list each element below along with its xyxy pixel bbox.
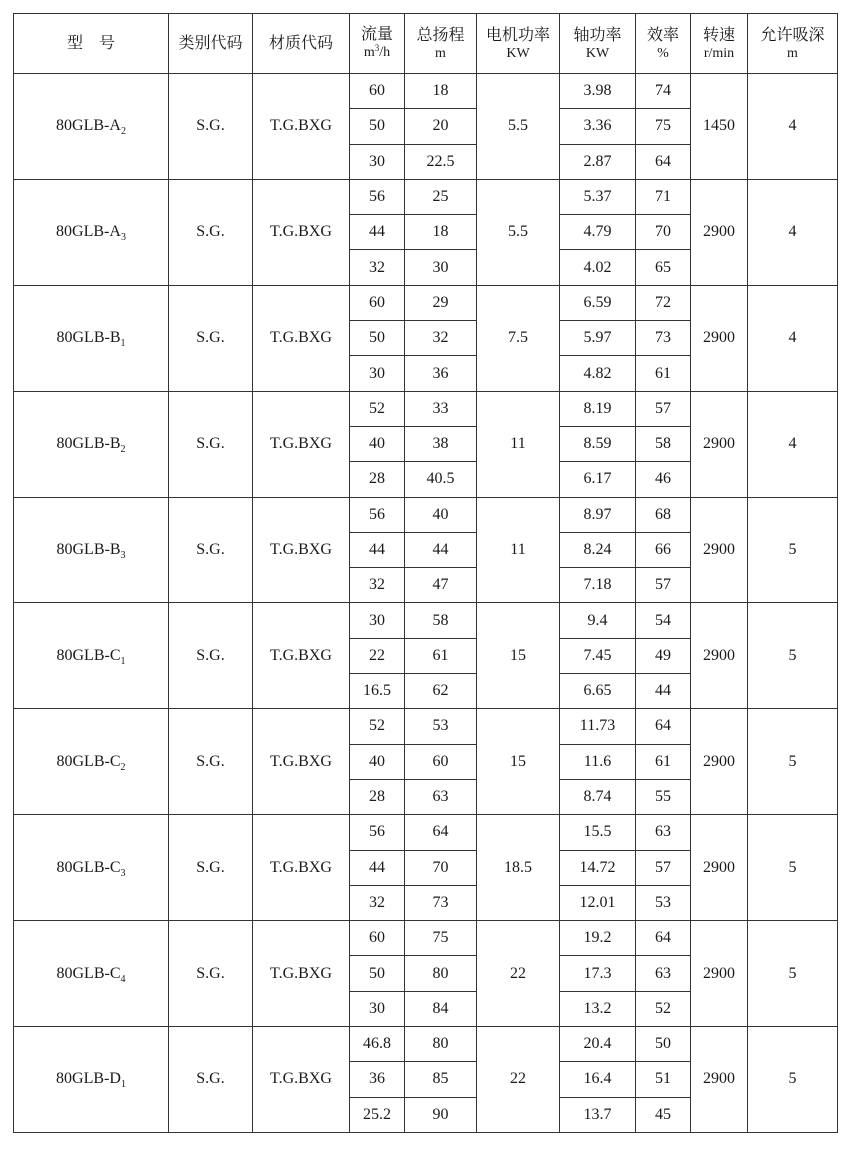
model-cell [14,391,169,497]
head-cell: 64 [405,815,477,850]
shaft-power-cell: 13.7 [560,1097,636,1132]
flow-cell: 56 [350,815,405,850]
shaft-power-cell: 8.74 [560,779,636,814]
header-shaft-power-label: 轴功率 [573,26,622,44]
head-cell: 22.5 [405,144,477,179]
shaft-power-cell: 8.97 [560,497,636,532]
efficiency-cell: 50 [636,1027,691,1062]
flow-cell: 56 [350,497,405,532]
efficiency-cell: 45 [636,1097,691,1132]
head-cell: 61 [405,638,477,673]
flow-cell: 32 [350,568,405,603]
flow-cell: 44 [350,215,405,250]
flow-cell: 60 [350,921,405,956]
motor-power-cell: 18.5 [477,815,560,921]
head-cell: 47 [405,568,477,603]
category-code-cell: S.G. [169,603,253,709]
speed-cell: 2900 [691,179,748,285]
table-row [14,921,838,956]
shaft-power-cell: 14.72 [560,850,636,885]
head-cell: 80 [405,956,477,991]
head-cell: 85 [405,1062,477,1097]
shaft-power-cell: 2.87 [560,144,636,179]
flow-cell: 22 [350,638,405,673]
motor-power-cell: 11 [477,391,560,497]
shaft-power-cell: 3.36 [560,109,636,144]
flow-cell: 46.8 [350,1027,405,1062]
shaft-power-cell: 13.2 [560,991,636,1026]
motor-power-cell: 5.5 [477,179,560,285]
table-row [14,815,838,850]
header-speed-unit: r/min [703,45,735,61]
material-code-cell: T.G.BXG [253,391,350,497]
header-flow-unit: $m^3/h$ [363,43,391,60]
suction-depth-cell: 5 [748,709,838,815]
shaft-power-cell: 5.37 [560,179,636,214]
efficiency-cell: 75 [636,109,691,144]
head-cell: 73 [405,885,477,920]
header-shaft-power [560,14,636,74]
efficiency-cell: 71 [636,179,691,214]
head-cell: 30 [405,250,477,285]
header-head-label: 总扬程 [416,26,465,44]
motor-power-cell: 5.5 [477,74,560,180]
flow-cell: 32 [350,250,405,285]
model-subscript: 1 [120,655,126,667]
efficiency-cell: 58 [636,426,691,461]
material-code-cell: T.G.BXG [253,285,350,391]
header-material-code: 材质代码 [253,14,350,74]
shaft-power-cell: 16.4 [560,1062,636,1097]
efficiency-cell: 72 [636,285,691,320]
material-code-cell: T.G.BXG [253,1027,350,1133]
efficiency-cell: 61 [636,744,691,779]
flow-cell: 36 [350,1062,405,1097]
model-cell [14,709,169,815]
header-flow-label: 流量 [360,26,393,43]
shaft-power-cell: 17.3 [560,956,636,991]
shaft-power-cell: 6.17 [560,462,636,497]
model-subscript: 1 [120,338,126,350]
head-cell: 84 [405,991,477,1026]
flow-cell: 52 [350,709,405,744]
head-cell: 75 [405,921,477,956]
suction-depth-cell: 4 [748,74,838,180]
category-code-cell: S.G. [169,815,253,921]
shaft-power-cell: 4.82 [560,356,636,391]
model-cell [14,1027,169,1133]
model-name: 80GLB-B [56,435,121,453]
category-code-cell: S.G. [169,179,253,285]
header-category-code: 类别代码 [169,14,253,74]
flow-cell: 28 [350,779,405,814]
header-shaft-power-unit: KW [585,45,610,61]
suction-depth-cell: 5 [748,815,838,921]
flow-cell: 30 [350,356,405,391]
model-name: 80GLB-B [56,329,121,347]
head-cell: 33 [405,391,477,426]
shaft-power-cell: 11.73 [560,709,636,744]
table-row [14,603,838,638]
speed-cell: 2900 [691,497,748,603]
model-cell [14,74,169,180]
header-speed [691,14,748,74]
flow-cell: 28 [350,462,405,497]
model-cell [14,179,169,285]
material-code-cell: T.G.BXG [253,179,350,285]
head-cell: 40 [405,497,477,532]
speed-cell: 2900 [691,709,748,815]
category-code-cell: S.G. [169,709,253,815]
motor-power-cell: 15 [477,603,560,709]
category-code-cell: S.G. [169,285,253,391]
header-flow [350,14,405,74]
model-name: 80GLB-C [56,646,121,664]
header-efficiency-unit: % [657,45,669,61]
model-name: 80GLB-C [56,964,121,982]
model-cell [14,921,169,1027]
efficiency-cell: 73 [636,321,691,356]
category-code-cell: S.G. [169,497,253,603]
flow-cell: 44 [350,532,405,567]
shaft-power-cell: 7.18 [560,568,636,603]
efficiency-cell: 70 [636,215,691,250]
flow-cell: 32 [350,885,405,920]
header-efficiency [636,14,691,74]
head-cell: 58 [405,603,477,638]
speed-cell: 2900 [691,285,748,391]
flow-cell: 30 [350,144,405,179]
head-cell: 25 [405,179,477,214]
head-cell: 70 [405,850,477,885]
head-cell: 18 [405,74,477,109]
table-body [14,74,838,1133]
table-row [14,74,838,109]
model-cell [14,497,169,603]
shaft-power-cell: 15.5 [560,815,636,850]
model-subscript: 3 [120,232,126,244]
efficiency-cell: 61 [636,356,691,391]
speed-cell: 2900 [691,921,748,1027]
shaft-power-cell: 19.2 [560,921,636,956]
head-cell: 18 [405,215,477,250]
model-subscript: 4 [120,973,126,985]
header-motor-power [477,14,560,74]
head-cell: 60 [405,744,477,779]
head-cell: 53 [405,709,477,744]
motor-power-cell: 15 [477,709,560,815]
shaft-power-cell: 8.59 [560,426,636,461]
head-cell: 40.5 [405,462,477,497]
model-name: 80GLB-A [56,117,121,135]
shaft-power-cell: 20.4 [560,1027,636,1062]
shaft-power-cell: 12.01 [560,885,636,920]
speed-cell: 2900 [691,1027,748,1133]
suction-depth-cell: 5 [748,1027,838,1133]
shaft-power-cell: 4.79 [560,215,636,250]
efficiency-cell: 65 [636,250,691,285]
flow-cell: 50 [350,109,405,144]
flow-cell: 16.5 [350,674,405,709]
model-subscript: 2 [120,126,126,138]
suction-depth-cell: 5 [748,603,838,709]
shaft-power-cell: 7.45 [560,638,636,673]
header-suction-depth-label: 允许吸深 [760,26,825,44]
motor-power-cell: 22 [477,1027,560,1133]
model-name: 80GLB-A [56,223,121,241]
head-cell: 44 [405,532,477,567]
flow-cell: 50 [350,321,405,356]
shaft-power-cell: 11.6 [560,744,636,779]
efficiency-cell: 64 [636,921,691,956]
efficiency-cell: 66 [636,532,691,567]
model-subscript: 2 [120,761,126,773]
category-code-cell: S.G. [169,1027,253,1133]
table-row [14,179,838,214]
head-cell: 90 [405,1097,477,1132]
efficiency-cell: 49 [636,638,691,673]
speed-cell: 2900 [691,815,748,921]
shaft-power-cell: 8.24 [560,532,636,567]
pump-performance-table [13,13,838,1133]
efficiency-cell: 63 [636,815,691,850]
material-code-cell: T.G.BXG [253,603,350,709]
header-speed-label: 转速 [702,26,735,44]
shaft-power-cell: 3.98 [560,74,636,109]
model-subscript: 3 [120,550,126,561]
header-model: 型 号 [14,14,169,74]
head-cell: 20 [405,109,477,144]
header-efficiency-label: 效率 [646,26,679,44]
head-cell: 63 [405,779,477,814]
head-cell: 62 [405,674,477,709]
motor-power-cell: 11 [477,497,560,603]
motor-power-cell: 7.5 [477,285,560,391]
shaft-power-cell: 6.65 [560,674,636,709]
shaft-power-cell: 8.19 [560,391,636,426]
efficiency-cell: 46 [636,462,691,497]
efficiency-cell: 53 [636,885,691,920]
efficiency-cell: 44 [636,674,691,709]
header-motor-power-unit: KW [506,45,530,61]
head-cell: 38 [405,426,477,461]
model-cell [14,603,169,709]
shaft-power-cell: 9.4 [560,603,636,638]
efficiency-cell: 57 [636,568,691,603]
model-name: 80GLB-C [56,752,121,770]
flow-cell: 52 [350,391,405,426]
head-cell: 36 [405,356,477,391]
model-name: 80GLB-B [56,541,121,558]
suction-depth-cell: 5 [748,497,838,603]
table-row [14,709,838,744]
flow-cell: 56 [350,179,405,214]
flow-cell: 30 [350,991,405,1026]
efficiency-cell: 68 [636,497,691,532]
header-motor-power-label: 电机功率 [485,26,550,44]
efficiency-cell: 64 [636,144,691,179]
head-cell: 29 [405,285,477,320]
material-code-cell: T.G.BXG [253,709,350,815]
header-head-unit: m [435,45,446,61]
shaft-power-cell: 5.97 [560,321,636,356]
efficiency-cell: 54 [636,603,691,638]
flow-cell: 44 [350,850,405,885]
shaft-power-cell: 4.02 [560,250,636,285]
suction-depth-cell: 5 [748,921,838,1027]
flow-cell: 50 [350,956,405,991]
table-row [14,1027,838,1062]
model-cell [14,815,169,921]
table-row [14,285,838,320]
suction-depth-cell: 4 [748,285,838,391]
category-code-cell: S.G. [169,74,253,180]
shaft-power-cell: 6.59 [560,285,636,320]
efficiency-cell: 52 [636,991,691,1026]
header-suction-depth [748,14,838,74]
model-name: 80GLB-D [56,1070,121,1088]
category-code-cell: S.G. [169,921,253,1027]
flow-cell: 25.2 [350,1097,405,1132]
efficiency-cell: 64 [636,709,691,744]
model-name: 80GLB-C [56,858,121,876]
model-subscript: 1 [120,1079,126,1091]
flow-cell: 30 [350,603,405,638]
table-row [14,497,838,532]
flow-cell: 60 [350,285,405,320]
material-code-cell: T.G.BXG [253,497,350,603]
flow-cell: 40 [350,744,405,779]
model-subscript: 3 [120,867,126,879]
motor-power-cell: 22 [477,921,560,1027]
model-subscript: 2 [120,444,126,456]
table-row [14,391,838,426]
efficiency-cell: 74 [636,74,691,109]
efficiency-cell: 55 [636,779,691,814]
speed-cell: 1450 [691,74,748,180]
header-suction-depth-unit: m [787,45,798,61]
efficiency-cell: 57 [636,850,691,885]
efficiency-cell: 63 [636,956,691,991]
head-cell: 80 [405,1027,477,1062]
speed-cell: 2900 [691,603,748,709]
flow-cell: 60 [350,74,405,109]
head-cell: 32 [405,321,477,356]
material-code-cell: T.G.BXG [253,74,350,180]
category-code-cell: S.G. [169,391,253,497]
material-code-cell: T.G.BXG [253,815,350,921]
flow-cell: 40 [350,426,405,461]
speed-cell: 2900 [691,391,748,497]
material-code-cell: T.G.BXG [253,921,350,1027]
header-head [405,14,477,74]
efficiency-cell: 57 [636,391,691,426]
suction-depth-cell: 4 [748,391,838,497]
model-cell [14,285,169,391]
efficiency-cell: 51 [636,1062,691,1097]
header-row [14,14,838,74]
suction-depth-cell: 4 [748,179,838,285]
